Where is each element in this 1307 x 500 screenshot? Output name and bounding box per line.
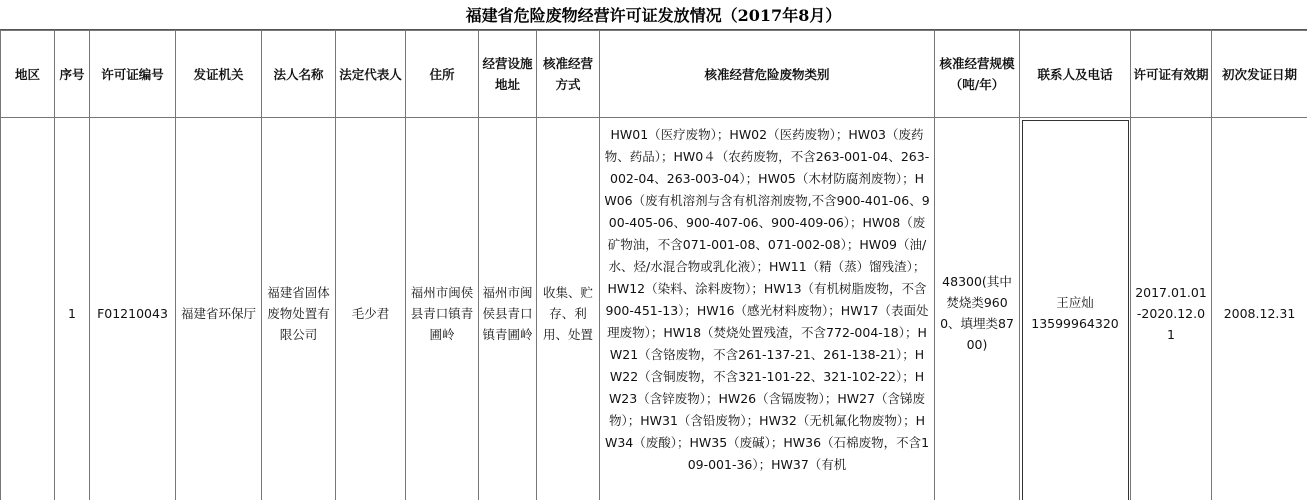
header-representative: 法定代表人: [336, 31, 406, 118]
header-seq: 序号: [55, 31, 90, 118]
cell-address[interactable]: 福州市闽侯县青口镇青圃岭: [406, 118, 479, 500]
header-address: 住所: [406, 31, 479, 118]
header-legal-name: 法人名称: [262, 31, 336, 118]
header-contact: 联系人及电话: [1020, 31, 1131, 118]
cell-license-no[interactable]: F01210043: [90, 118, 176, 500]
cell-waste-types[interactable]: HW01（医疗废物）；HW02（医药废物）；HW03（废药物、药品）；HW0４（农药废物，不含263-001-04、263-002-04、263-003-04）；HW05（木材防腐剂废物）；HW06（废有机溶剂与含有机溶剂废物,不含900-401-06、900-405-06、900-407-06、900-409-06）；HW08（废矿物油，不含071-001-08、071-002-08）；HW09（油/水、烃/水混合物或乳化液）；HW11（精（蒸）馏残渣）；HW12（染料、涂料废物）；HW13（有机树脂废物，不含900-451-13）；HW16（感光材料废物）；HW17（表面处理废物）；HW18（焚烧处置残渣，不含772-004-18）；HW21（含铬废物，不含261-137-21、261-138-21）；HW22（含铜废物，不含321-101-22、321-102-22）；HW23（含锌废物）；HW26（含镉废物）；HW27（含锑废物）；HW31（含铅废物）；HW32（无机氟化物废物）；HW34（废酸）；HW35（废碱）；HW36（石棉废物，不含109-001-36）；HW37（有机: [600, 118, 935, 500]
contact-phone: 13599964320: [1031, 316, 1119, 331]
header-region: 地区: [1, 31, 55, 118]
cell-region[interactable]: [1, 118, 55, 500]
header-first-issue: 初次发证日期: [1212, 31, 1307, 118]
header-row: [1, 31, 1307, 118]
header-facility-address: 经营设施地址: [479, 31, 537, 118]
table-row: [1, 118, 1307, 500]
cell-seq[interactable]: 1: [55, 118, 90, 500]
header-validity: 许可证有效期: [1131, 31, 1212, 118]
header-waste-types: 核准经营危险废物类别: [600, 31, 935, 118]
header-scale: 核准经营规模（吨/年）: [935, 31, 1020, 118]
cell-legal-name[interactable]: 福建省固体废物处置有限公司: [262, 118, 336, 500]
license-table: [0, 30, 1307, 500]
cell-validity[interactable]: 2017.01.01-2020.12.01: [1131, 118, 1212, 500]
header-issuer: 发证机关: [176, 31, 262, 118]
cell-method[interactable]: 收集、贮存、利用、处置: [537, 118, 600, 500]
cell-issuer[interactable]: 福建省环保厅: [176, 118, 262, 500]
cell-representative[interactable]: 毛少君: [336, 118, 406, 500]
header-license-no: 许可证编号: [90, 31, 176, 118]
contact-name: 王应灿: [1056, 295, 1094, 310]
cell-scale[interactable]: 48300(其中焚烧类9600、填埋类8700): [935, 118, 1020, 500]
cell-first-issue[interactable]: 2008.12.31: [1212, 118, 1307, 500]
sheet-title: 福建省危险废物经营许可证发放情况（2017年8月）: [0, 0, 1307, 30]
cell-facility-address[interactable]: 福州市闽侯县青口镇青圃岭: [479, 118, 537, 500]
cell-contact[interactable]: [1020, 118, 1131, 500]
header-method: 核准经营方式: [537, 31, 600, 118]
